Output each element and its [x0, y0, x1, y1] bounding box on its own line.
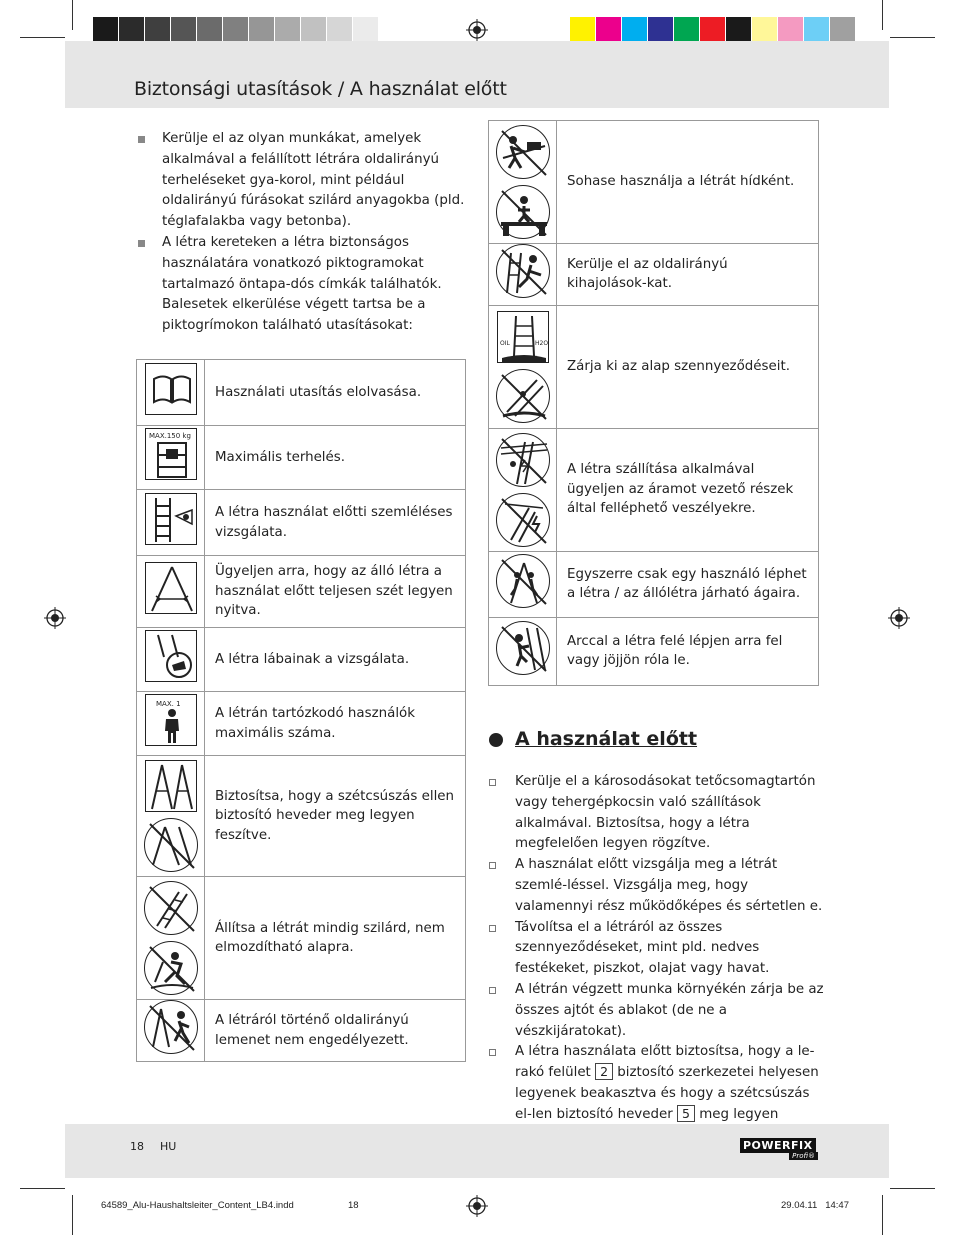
- part-number-badge: 2: [595, 1063, 613, 1080]
- spreader-strap-icon: [145, 760, 197, 812]
- table-row: [489, 617, 819, 685]
- table-row: [489, 428, 819, 551]
- slug-datetime: 29.04.11 14:47: [781, 1200, 849, 1211]
- max-users-icon: [145, 694, 197, 746]
- table-row: [137, 692, 466, 756]
- table-row: [137, 360, 466, 426]
- color-swatch: [700, 17, 726, 44]
- checkbox-icon: [489, 987, 496, 994]
- water-label: H2O: [534, 339, 548, 347]
- table-cell: Biztosítsa, hogy a szétcsúszás ellen biztosító heveder meg legyen feszítve.: [205, 756, 466, 877]
- table-cell: A létráról történő oldalirányú lemenet nem engedélyezett.: [205, 1000, 466, 1062]
- color-swatch: [830, 17, 856, 44]
- list-item: Kerülje el az olyan munkákat, amelyek alkalmával a felállított létrára oldalirányú terheléseket gya-korol, mint például oldalirányú fúrásokat szilárd anyagokba (pld. téglafalakba vagy betonba).: [137, 129, 472, 233]
- inspect-ladder-icon: [145, 493, 197, 545]
- book-icon: [145, 363, 197, 415]
- registration-mark-icon: [466, 1195, 488, 1217]
- registration-mark-icon: [888, 607, 910, 629]
- stable-ground-icon: [144, 881, 198, 935]
- color-swatch: [726, 17, 752, 44]
- section-title: A használat előtt: [515, 728, 698, 750]
- color-swatch: [353, 17, 379, 44]
- table-cell: A létra használat előtti szemléléses vizsgálata.: [205, 490, 466, 556]
- max-load-icon: [145, 428, 197, 480]
- table-row: [137, 756, 466, 877]
- electric-hazard-icon: [496, 493, 550, 547]
- table-cell: Kerülje el az oldalirányú kihajolások-kat.: [557, 244, 819, 306]
- page-title: Biztonsági utasítások / A használat előtt: [134, 78, 507, 100]
- crop-mark: [882, 1195, 883, 1235]
- one-user-icon: [496, 554, 550, 608]
- table-cell: Maximális terhelés.: [205, 426, 466, 490]
- list-item: A létra használata előtt biztosítsa, hogy a le-rakó felület 2 biztosító szerkezetei helyesen legyenek beakasztva és hogy a szétcsúszás el-len biztosító heveder 5 meg legyen: [489, 1042, 824, 1146]
- table-row: [489, 121, 819, 244]
- table-cell: Ügyeljen arra, hogy az álló létra a használat előtt teljesen szét legyen nyitva.: [205, 556, 466, 628]
- table-cell: A létra lábainak a vizsgálata.: [205, 628, 466, 692]
- pictogram-table-left: [136, 359, 466, 1062]
- table-cell: Arccal a létra felé lépjen arra fel vagy jöjjön róla le.: [557, 617, 819, 685]
- power-line-icon: [496, 433, 550, 487]
- color-swatch: [171, 17, 197, 44]
- bullet-square-icon: [138, 136, 145, 143]
- list-item: A használat előtt vizsgálja meg a létrát szemlé-léssel. Vizsgálja meg, hogy valamennyi rész működőképes és sértetlen e.: [489, 855, 824, 917]
- table-cell: A létra szállítása alkalmával ügyeljen az áramot vezető részek által felléphető veszélyekre.: [557, 428, 819, 551]
- slug-page: 18: [348, 1200, 359, 1211]
- list-item: Kerülje el a károsodásokat tetőcsomagtartón vagy tehergépkocsin való szállítások alkalmával. Biztosítsa, hogy a létra megfelelően legyen rögzítve.: [489, 772, 824, 855]
- table-cell: A létrán tartózkodó használók maximális száma.: [205, 692, 466, 756]
- slippery-ground-icon: [144, 941, 198, 995]
- gray-calibration-bar: [93, 17, 405, 44]
- table-row: [489, 551, 819, 617]
- color-swatch: [145, 17, 171, 44]
- checkbox-icon: [489, 862, 496, 869]
- language-code: HU: [160, 1140, 177, 1153]
- table-row: [137, 490, 466, 556]
- color-swatch: [223, 17, 249, 44]
- crop-mark: [72, 0, 73, 30]
- table-cell: Használati utasítás elolvasása.: [205, 360, 466, 426]
- table-row: [489, 244, 819, 306]
- color-swatch: [249, 17, 275, 44]
- crop-mark: [890, 1188, 935, 1189]
- table-row: [137, 426, 466, 490]
- strap-check-icon: [144, 818, 198, 872]
- max-load-label: MAX.150 kg: [148, 432, 191, 441]
- color-swatch: [93, 17, 119, 44]
- color-calibration-bar: [570, 17, 856, 44]
- open-ladder-icon: [145, 562, 197, 614]
- color-swatch: [752, 17, 778, 44]
- registration-mark-icon: [44, 607, 66, 629]
- contaminated-ground-icon: [497, 311, 549, 363]
- list-item: A létra kereteken a létra biztonságos használatára vonatkozó piktogramokat tartalmazó öntapa-dós címkák találhatók. Balesetek elkerülése végett tartsa be a piktogrímokon található utasításokat:: [137, 233, 472, 337]
- color-swatch: [379, 17, 405, 44]
- registration-mark-icon: [466, 19, 488, 41]
- ladder-feet-icon: [145, 630, 197, 682]
- no-lean-icon: [496, 244, 550, 298]
- color-swatch: [648, 17, 674, 44]
- oil-label: OIL: [499, 339, 510, 347]
- bullet-square-icon: [138, 240, 145, 247]
- page-number: 18: [130, 1140, 144, 1153]
- table-cell: Egyszerre csak egy használó léphet a létra / az állólétra járható ágaira.: [557, 551, 819, 617]
- color-swatch: [622, 17, 648, 44]
- table-row: [137, 556, 466, 628]
- crop-mark: [20, 1188, 65, 1189]
- color-swatch: [674, 17, 700, 44]
- color-swatch: [778, 17, 804, 44]
- color-swatch: [596, 17, 622, 44]
- crop-mark: [890, 37, 935, 38]
- table-cell: Sohase használja a létrát hídként.: [557, 121, 819, 244]
- color-swatch: [119, 17, 145, 44]
- logo-sub-text: Profi®: [789, 1152, 818, 1160]
- slug-filename: 64589_Alu-Haushaltsleiter_Content_LB4.indd: [101, 1200, 294, 1211]
- table-cell: Zárja ki az alap szennyeződéseit.: [557, 305, 819, 428]
- color-swatch: [301, 17, 327, 44]
- list-item: A létrán végzett munka környékén zárja be az összes ajtót és ablakot (de ne a vészkijáratokat).: [489, 980, 824, 1042]
- color-swatch: [804, 17, 830, 44]
- color-swatch: [570, 17, 596, 44]
- crop-mark: [882, 0, 883, 30]
- slipping-ladder-icon: [496, 369, 550, 423]
- crop-mark: [72, 1195, 73, 1235]
- table-row: [137, 1000, 466, 1062]
- checkbox-icon: [489, 779, 496, 786]
- table-cell: Állítsa a létrát mindig szilárd, nem elmozdítható alapra.: [205, 877, 466, 1000]
- section-bullet-icon: [489, 733, 503, 747]
- crop-mark: [20, 37, 65, 38]
- table-row: [137, 628, 466, 692]
- no-side-step-icon: [144, 1000, 198, 1054]
- checkbox-icon: [489, 925, 496, 932]
- color-swatch: [275, 17, 301, 44]
- table-row: [489, 305, 819, 428]
- face-ladder-icon: [496, 621, 550, 675]
- list-item: Távolítsa el a létráról az összes szennyeződéseket, mint pld. nedves festékeket, piszkot, olajat vagy havat.: [489, 918, 824, 980]
- intro-bullets: [137, 129, 472, 337]
- part-number-badge: 5: [677, 1105, 695, 1122]
- checkbox-icon: [489, 1049, 496, 1056]
- pictogram-table-right: [488, 120, 819, 686]
- ladder-as-ramp-icon: [496, 125, 550, 179]
- max-users-label: MAX. 1: [155, 700, 181, 709]
- color-swatch: [327, 17, 353, 44]
- no-bridge-icon: [496, 185, 550, 239]
- before-use-checklist: [489, 772, 824, 1146]
- logo-main-text: POWERFIX: [740, 1138, 816, 1153]
- table-row: [137, 877, 466, 1000]
- color-swatch: [197, 17, 223, 44]
- brand-logo: [740, 1138, 820, 1162]
